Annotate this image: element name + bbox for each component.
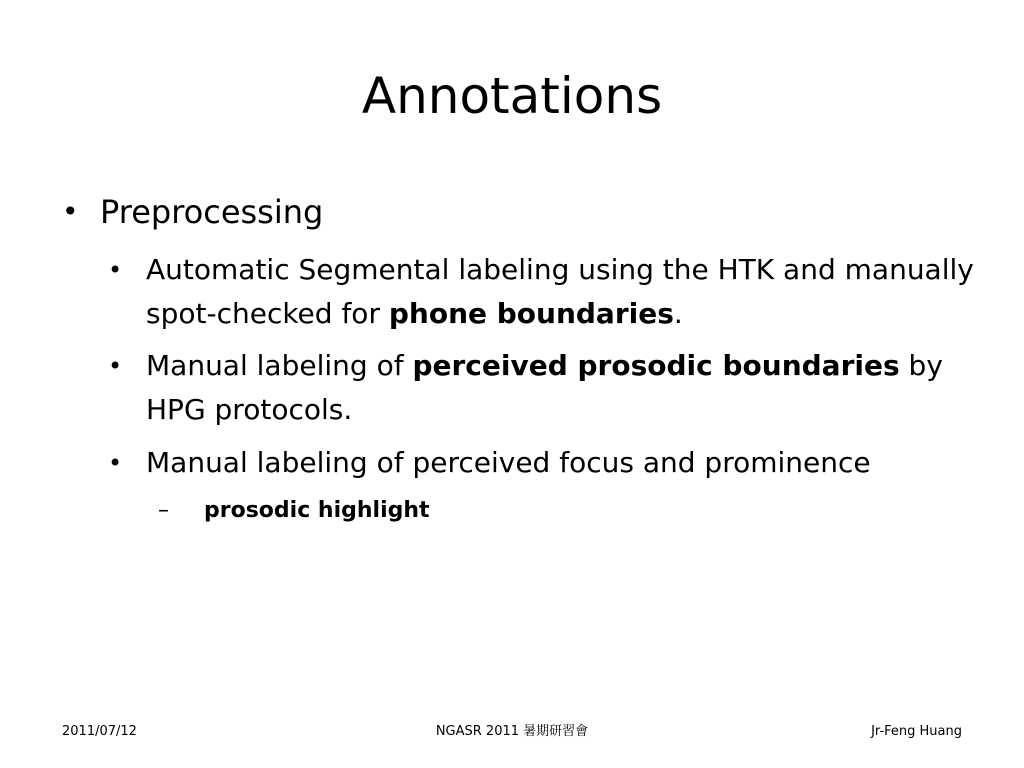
bullet-text-part: .	[673, 297, 683, 330]
bullet-manual-focus-prominence	[108, 441, 988, 485]
bullet-emphasis: perceived prosodic boundaries	[412, 349, 900, 382]
bullet-text: Preprocessing	[100, 193, 324, 231]
bullet-manual-prosodic-boundaries	[108, 344, 988, 432]
bullet-marker: •	[108, 449, 123, 477]
bullet-emphasis: phone boundaries	[388, 297, 674, 330]
dash-marker: –	[158, 498, 169, 523]
bullet-text-part: Automatic Segmental labeling using the HTK and manually spot-checked for	[146, 253, 974, 330]
footer-author: Jr-Feng Huang	[871, 724, 962, 739]
bullet-text: Manual labeling of perceived focus and prominence	[146, 446, 871, 479]
footer-center: NGASR 2011 暑期研習會	[435, 724, 589, 739]
sub-bullet-prosodic-highlight	[158, 492, 430, 530]
bullet-marker: •	[62, 195, 79, 228]
bullet-automatic-segmental-labeling	[108, 248, 988, 336]
bullet-text-part: Manual labeling of	[146, 349, 413, 382]
slide-title: Annotations	[361, 67, 663, 125]
bullet-text	[146, 344, 988, 432]
bullet-text: prosodic highlight	[204, 498, 430, 523]
bullet-marker: •	[108, 352, 123, 380]
bullet-preprocessing	[62, 190, 323, 234]
bullet-marker: •	[108, 256, 123, 284]
bullet-text-part: by HPG protocols.	[146, 349, 943, 426]
footer-date: 2011/07/12	[62, 724, 137, 739]
bullet-text	[146, 248, 988, 336]
